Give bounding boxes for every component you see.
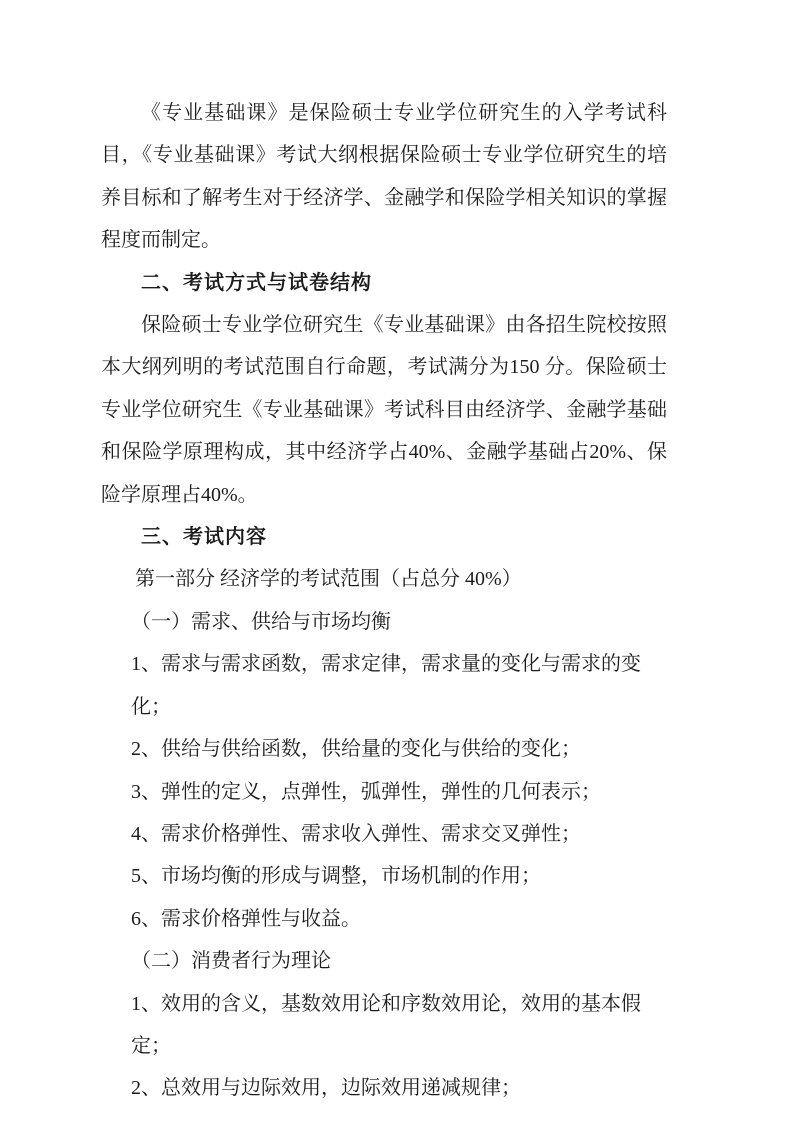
intro-paragraph: 《专业基础课》是保险硕士专业学位研究生的入学考试科目，《专业基础课》考试大纲根据保险硕士专业学位研究生的培养目标和了解考生对于经济学、金融学和保险学相关知识的掌握程度而制定。 [101, 102, 667, 252]
list-item: 2、总效用与边际效用，边际效用递减规律； [131, 1077, 521, 1100]
subsection1-title: （一）需求、供给与市场均衡 [131, 610, 391, 633]
list-item: 3、弹性的定义，点弹性，弧弹性，弹性的几何表示； [131, 780, 601, 803]
list-item: 1、需求与需求函数，需求定律，需求量的变化与需求的变化； [131, 653, 641, 718]
list-item: 4、需求价格弹性、需求收入弹性、需求交叉弹性； [131, 822, 581, 845]
list-item: 2、供给与供给函数，供给量的变化与供给的变化； [131, 738, 581, 761]
list-item: 1、效用的含义，基数效用论和序数效用论，效用的基本假定； [131, 992, 641, 1057]
list-item: 6、需求价格弹性与收益。 [131, 907, 361, 930]
subsection2-title: （二）消费者行为理论 [131, 950, 331, 973]
section-heading-exam-format: 二、考试方式与试卷结构 [141, 271, 372, 294]
document-content [101, 92, 667, 1110]
list-item: 5、市场均衡的形成与调整，市场机制的作用； [131, 865, 541, 888]
exam-format-paragraph: 保险硕士专业学位研究生《专业基础课》由各招生院校按照本大纲列明的考试范围自行命题，考试满分为150 分。保险硕士专业学位研究生《专业基础课》考试科目由经济学、金融学基础和保险学原理构成，其中经济学占40%、金融学基础占20%、保险学原理占40%。 [101, 314, 667, 506]
section-heading-exam-content: 三、考试内容 [141, 526, 267, 549]
part1-title: 第一部分 经济学的考试范围（占总分 40%） [135, 568, 522, 591]
